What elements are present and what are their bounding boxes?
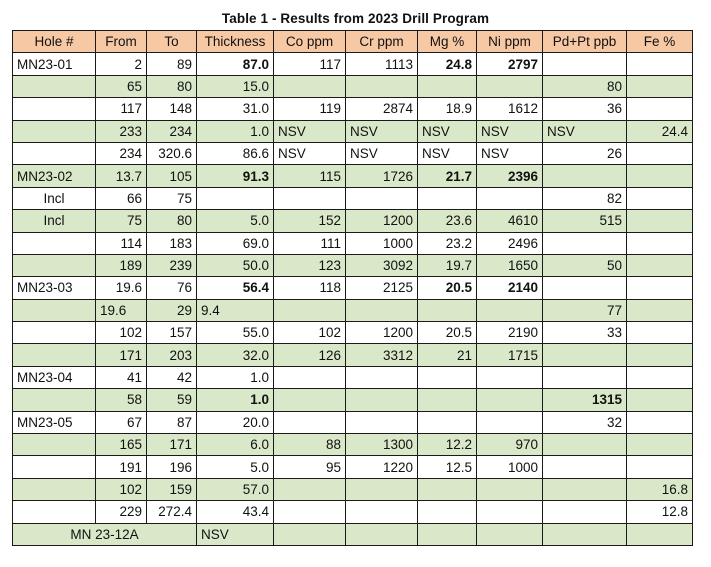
cell-hole: Incl: [13, 187, 96, 209]
cell-hole-merged: MN 23-12A: [13, 523, 197, 545]
cell-from: 102: [96, 322, 147, 344]
cell-to: 59: [147, 389, 197, 411]
cell-hole: [13, 344, 96, 366]
cell-to: 75: [147, 187, 197, 209]
table-title: Table 1 - Results from 2023 Drill Program: [221, 11, 490, 26]
cell-to: 42: [147, 366, 197, 388]
cell-co: 117: [274, 53, 346, 75]
cell-ni: [477, 411, 543, 433]
cell-hole: [13, 98, 96, 120]
cell-thickness: 57.0: [197, 478, 274, 500]
cell-hole: [13, 254, 96, 276]
cell-cr: 3312: [346, 344, 418, 366]
cell-fe: [627, 523, 693, 545]
cell-to: 29: [147, 299, 197, 321]
table-row-last: [13, 523, 693, 545]
cell-cr: NSV: [346, 142, 418, 164]
table-row: [13, 53, 693, 75]
cell-cr: 1113: [346, 53, 418, 75]
table-row: [13, 456, 693, 478]
table-row: [13, 344, 693, 366]
table-row: [13, 322, 693, 344]
drill-results-table: [12, 30, 693, 546]
cell-from: 67: [96, 411, 147, 433]
cell-ni: [477, 366, 543, 388]
cell-to: 80: [147, 210, 197, 232]
cell-co: [274, 75, 346, 97]
cell-thickness: 50.0: [197, 254, 274, 276]
cell-pdpt: 50: [543, 254, 627, 276]
cell-hole: [13, 389, 96, 411]
cell-co: [274, 299, 346, 321]
cell-cr: 3092: [346, 254, 418, 276]
cell-from: 19.6: [96, 277, 147, 299]
cell-from: 66: [96, 187, 147, 209]
col-header-to: To: [147, 31, 197, 53]
cell-pdpt: NSV: [543, 120, 627, 142]
cell-co: [274, 478, 346, 500]
cell-co: [274, 187, 346, 209]
col-header-cr: Cr ppm: [346, 31, 418, 53]
cell-co: 123: [274, 254, 346, 276]
cell-to: 272.4: [147, 501, 197, 523]
cell-co: 115: [274, 165, 346, 187]
cell-from: 165: [96, 434, 147, 456]
cell-fe: 24.4: [627, 120, 693, 142]
cell-thickness: 1.0: [197, 120, 274, 142]
col-header-thickness: Thickness: [197, 31, 274, 53]
table-row: [13, 389, 693, 411]
cell-from: 117: [96, 98, 147, 120]
cell-ni: 2140: [477, 277, 543, 299]
cell-from: 189: [96, 254, 147, 276]
cell-fe: [627, 53, 693, 75]
cell-fe: 16.8: [627, 478, 693, 500]
table-row: [13, 478, 693, 500]
cell-thickness: [197, 187, 274, 209]
cell-from: 13.7: [96, 165, 147, 187]
cell-from: 19.6: [96, 299, 147, 321]
cell-to: 320.6: [147, 142, 197, 164]
cell-to: 203: [147, 344, 197, 366]
cell-from: 229: [96, 501, 147, 523]
cell-co: 152: [274, 210, 346, 232]
cell-pdpt: 82: [543, 187, 627, 209]
cell-ni: 1000: [477, 456, 543, 478]
cell-pdpt: [543, 344, 627, 366]
cell-to: 76: [147, 277, 197, 299]
cell-co: NSV: [274, 142, 346, 164]
cell-thickness: 1.0: [197, 366, 274, 388]
cell-hole: [13, 120, 96, 142]
cell-thickness: 56.4: [197, 277, 274, 299]
cell-to: 80: [147, 75, 197, 97]
cell-pdpt: [543, 501, 627, 523]
cell-to: 105: [147, 165, 197, 187]
cell-mg: [418, 366, 477, 388]
cell-fe: [627, 344, 693, 366]
cell-result: NSV: [197, 523, 274, 545]
cell-pdpt: [543, 277, 627, 299]
cell-fe: [627, 299, 693, 321]
cell-from: 191: [96, 456, 147, 478]
cell-fe: [627, 411, 693, 433]
table-row: [13, 75, 693, 97]
cell-to: 87: [147, 411, 197, 433]
cell-ni: [477, 187, 543, 209]
cell-ni: [477, 299, 543, 321]
cell-cr: 2125: [346, 277, 418, 299]
cell-mg: [418, 411, 477, 433]
cell-co: [274, 501, 346, 523]
cell-mg: [418, 478, 477, 500]
cell-hole: [13, 434, 96, 456]
cell-mg: NSV: [418, 142, 477, 164]
cell-mg: [418, 299, 477, 321]
cell-mg: [418, 75, 477, 97]
cell-mg: 20.5: [418, 277, 477, 299]
cell-ni: 970: [477, 434, 543, 456]
cell-mg: [418, 187, 477, 209]
cell-cr: 1300: [346, 434, 418, 456]
cell-thickness: 91.3: [197, 165, 274, 187]
cell-fe: [627, 210, 693, 232]
cell-from: 102: [96, 478, 147, 500]
header-row: [13, 31, 693, 53]
cell-thickness: 69.0: [197, 232, 274, 254]
cell-from: 234: [96, 142, 147, 164]
cell-pdpt: 32: [543, 411, 627, 433]
cell-to: 159: [147, 478, 197, 500]
cell-ni: 2190: [477, 322, 543, 344]
cell-thickness: 15.0: [197, 75, 274, 97]
cell-ni: 2797: [477, 53, 543, 75]
cell-from: 41: [96, 366, 147, 388]
cell-ni: 1650: [477, 254, 543, 276]
cell-co: 118: [274, 277, 346, 299]
cell-pdpt: 515: [543, 210, 627, 232]
cell-mg: 20.5: [418, 322, 477, 344]
cell-co: [274, 366, 346, 388]
cell-thickness: 5.0: [197, 210, 274, 232]
cell-to: 148: [147, 98, 197, 120]
cell-pdpt: [543, 53, 627, 75]
cell-mg: 21: [418, 344, 477, 366]
cell-co: [274, 389, 346, 411]
col-header-from: From: [96, 31, 147, 53]
cell-to: 157: [147, 322, 197, 344]
cell-to: 234: [147, 120, 197, 142]
cell-thickness: 55.0: [197, 322, 274, 344]
cell-from: 114: [96, 232, 147, 254]
col-header-ni: Ni ppm: [477, 31, 543, 53]
cell-thickness: 1.0: [197, 389, 274, 411]
cell-co: 126: [274, 344, 346, 366]
cell-hole: [13, 501, 96, 523]
cell-pdpt: 1315: [543, 389, 627, 411]
cell-cr: 1220: [346, 456, 418, 478]
cell-ni: 1715: [477, 344, 543, 366]
cell-fe: [627, 434, 693, 456]
cell-ni: [477, 75, 543, 97]
cell-ni: NSV: [477, 120, 543, 142]
cell-pdpt: [543, 523, 627, 545]
table-row: [13, 411, 693, 433]
cell-co: [274, 411, 346, 433]
cell-ni: [477, 478, 543, 500]
cell-to: 171: [147, 434, 197, 456]
cell-co: NSV: [274, 120, 346, 142]
cell-ni: 2496: [477, 232, 543, 254]
cell-mg: 12.5: [418, 456, 477, 478]
cell-fe: [627, 322, 693, 344]
col-header-fe: Fe %: [627, 31, 693, 53]
cell-mg: [418, 523, 477, 545]
cell-hole: [13, 299, 96, 321]
cell-cr: NSV: [346, 120, 418, 142]
cell-pdpt: [543, 434, 627, 456]
table-row: [13, 254, 693, 276]
cell-mg: 19.7: [418, 254, 477, 276]
cell-pdpt: 80: [543, 75, 627, 97]
cell-thickness: 86.6: [197, 142, 274, 164]
cell-co: 88: [274, 434, 346, 456]
cell-hole: [13, 232, 96, 254]
cell-thickness: 9.4: [197, 299, 274, 321]
cell-cr: 1200: [346, 322, 418, 344]
cell-mg: 12.2: [418, 434, 477, 456]
cell-pdpt: [543, 478, 627, 500]
table-row: [13, 366, 693, 388]
cell-pdpt: [543, 366, 627, 388]
table-row: [13, 210, 693, 232]
table-row: [13, 165, 693, 187]
table-row: [13, 501, 693, 523]
cell-ni: 1612: [477, 98, 543, 120]
cell-fe: [627, 232, 693, 254]
cell-from: 65: [96, 75, 147, 97]
cell-mg: 18.9: [418, 98, 477, 120]
cell-from: 2: [96, 53, 147, 75]
cell-mg: 24.8: [418, 53, 477, 75]
cell-co: 95: [274, 456, 346, 478]
cell-cr: [346, 389, 418, 411]
cell-from: 75: [96, 210, 147, 232]
cell-from: 233: [96, 120, 147, 142]
cell-ni: 4610: [477, 210, 543, 232]
cell-cr: [346, 478, 418, 500]
cell-pdpt: 26: [543, 142, 627, 164]
cell-thickness: 87.0: [197, 53, 274, 75]
cell-cr: [346, 299, 418, 321]
cell-from: 171: [96, 344, 147, 366]
cell-fe: 12.8: [627, 501, 693, 523]
cell-hole: MN23-03: [13, 277, 96, 299]
table-row: [13, 232, 693, 254]
cell-to: 239: [147, 254, 197, 276]
cell-hole: Incl: [13, 210, 96, 232]
cell-pdpt: [543, 165, 627, 187]
table-row: [13, 142, 693, 164]
cell-to: 196: [147, 456, 197, 478]
cell-cr: [346, 75, 418, 97]
cell-fe: [627, 187, 693, 209]
cell-hole: [13, 75, 96, 97]
cell-cr: 1200: [346, 210, 418, 232]
cell-fe: [627, 165, 693, 187]
cell-pdpt: 77: [543, 299, 627, 321]
cell-fe: [627, 75, 693, 97]
cell-thickness: 20.0: [197, 411, 274, 433]
table-row: [13, 299, 693, 321]
cell-mg: 21.7: [418, 165, 477, 187]
cell-thickness: 31.0: [197, 98, 274, 120]
cell-co: 111: [274, 232, 346, 254]
table-row: [13, 120, 693, 142]
cell-cr: 2874: [346, 98, 418, 120]
cell-thickness: 6.0: [197, 434, 274, 456]
col-header-pdpt: Pd+Pt ppb: [543, 31, 627, 53]
cell-thickness: 5.0: [197, 456, 274, 478]
cell-to: 183: [147, 232, 197, 254]
cell-pdpt: [543, 232, 627, 254]
cell-hole: MN23-02: [13, 165, 96, 187]
cell-mg: [418, 389, 477, 411]
cell-co: [274, 523, 346, 545]
cell-cr: [346, 501, 418, 523]
cell-thickness: 32.0: [197, 344, 274, 366]
cell-pdpt: 33: [543, 322, 627, 344]
cell-hole: [13, 456, 96, 478]
cell-pdpt: 36: [543, 98, 627, 120]
cell-hole: [13, 142, 96, 164]
cell-fe: [627, 98, 693, 120]
cell-co: 102: [274, 322, 346, 344]
cell-cr: [346, 187, 418, 209]
cell-thickness: 43.4: [197, 501, 274, 523]
cell-hole: MN23-01: [13, 53, 96, 75]
table-row: [13, 187, 693, 209]
cell-fe: [627, 389, 693, 411]
cell-mg: [418, 501, 477, 523]
cell-co: 119: [274, 98, 346, 120]
cell-fe: [627, 142, 693, 164]
col-header-co: Co ppm: [274, 31, 346, 53]
cell-cr: 1726: [346, 165, 418, 187]
cell-mg: 23.2: [418, 232, 477, 254]
table-row: [13, 277, 693, 299]
cell-cr: [346, 366, 418, 388]
cell-from: 58: [96, 389, 147, 411]
cell-mg: NSV: [418, 120, 477, 142]
cell-pdpt: [543, 456, 627, 478]
cell-fe: [627, 277, 693, 299]
cell-hole: [13, 478, 96, 500]
cell-cr: [346, 411, 418, 433]
cell-ni: [477, 389, 543, 411]
cell-fe: [627, 366, 693, 388]
cell-fe: [627, 456, 693, 478]
cell-mg: 23.6: [418, 210, 477, 232]
cell-hole: MN23-05: [13, 411, 96, 433]
cell-hole: [13, 322, 96, 344]
table-row: [13, 434, 693, 456]
col-header-mg: Mg %: [418, 31, 477, 53]
cell-ni: 2396: [477, 165, 543, 187]
col-header-hole: Hole #: [13, 31, 96, 53]
cell-to: 89: [147, 53, 197, 75]
cell-cr: 1000: [346, 232, 418, 254]
cell-ni: NSV: [477, 142, 543, 164]
cell-fe: [627, 254, 693, 276]
cell-ni: [477, 501, 543, 523]
cell-cr: [346, 523, 418, 545]
table-row: [13, 98, 693, 120]
cell-ni: [477, 523, 543, 545]
cell-hole: MN23-04: [13, 366, 96, 388]
